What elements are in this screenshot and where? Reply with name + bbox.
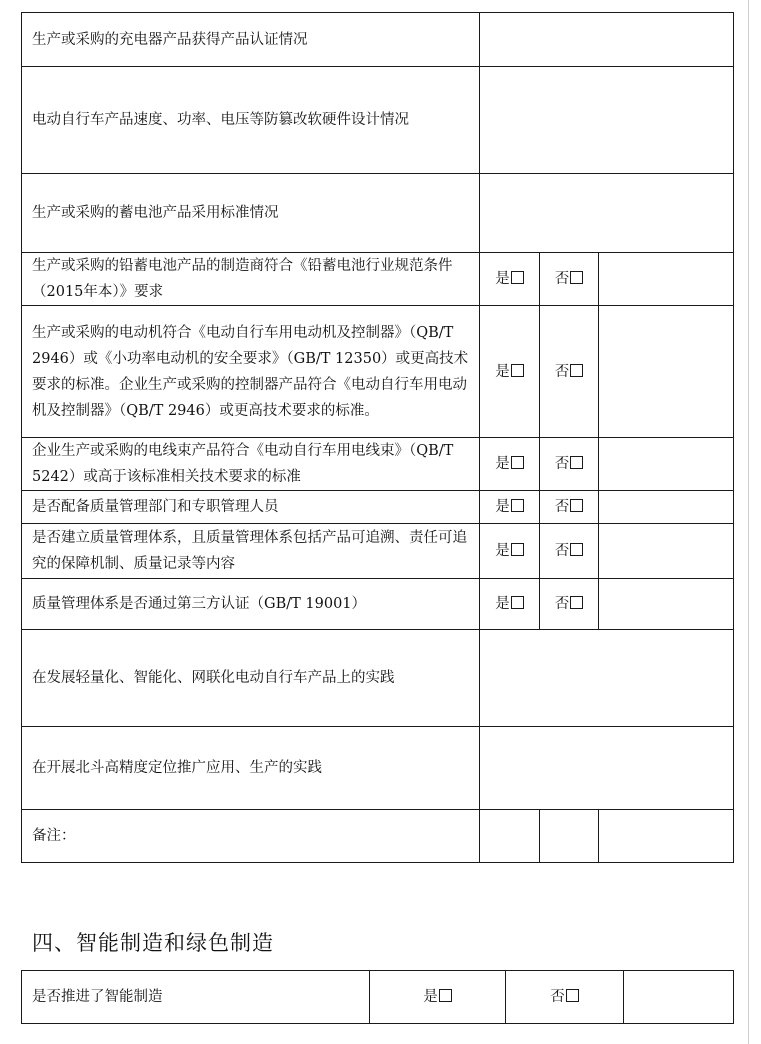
row-label: 生产或采购的铅蓄电池产品的制造商符合《铅蓄电池行业规范条件（2015年本）》要求: [22, 253, 480, 306]
remark-cell[interactable]: [599, 491, 734, 524]
no-option[interactable]: [540, 491, 599, 524]
no-option[interactable]: [506, 971, 624, 1024]
remark-cell[interactable]: [599, 438, 734, 491]
table-row: [22, 174, 734, 253]
yes-label: 是: [495, 499, 510, 515]
yes-option[interactable]: [480, 524, 540, 579]
yes-checkbox[interactable]: [511, 596, 524, 609]
yes-checkbox[interactable]: [511, 499, 524, 512]
row-label: 生产或采购的电动机符合《电动自行车用电动机及控制器》（QB/T 2946）或《小功率电动机的安全要求》（GB/T 12350）或更高技术要求的标准。企业生产或采购的控制器产品符合《电动自行车用电动机及控制器》（QB/T 2946）或更高技术要求的标准。: [22, 306, 480, 438]
no-option[interactable]: [540, 306, 599, 438]
table-row: [22, 491, 734, 524]
row-label: 是否配备质量管理部门和专职管理人员: [22, 491, 480, 524]
no-label: 否: [554, 456, 570, 472]
no-label: 否: [554, 543, 570, 559]
row-label: 是否推进了智能制造: [22, 971, 370, 1024]
no-label: 否: [550, 989, 565, 1005]
yes-checkbox[interactable]: [511, 543, 524, 556]
yes-checkbox[interactable]: [511, 456, 524, 469]
no-checkbox[interactable]: [570, 456, 583, 469]
table-row: [22, 306, 734, 438]
table-row: [22, 579, 734, 630]
yes-option[interactable]: [480, 306, 540, 438]
row-label: 在发展轻量化、智能化、网联化电动自行车产品上的实践: [22, 630, 480, 727]
remark-cell[interactable]: [599, 579, 734, 630]
answer-cell[interactable]: [480, 67, 734, 174]
no-option[interactable]: [540, 524, 599, 579]
yes-checkbox[interactable]: [511, 271, 524, 284]
row-label: 生产或采购的充电器产品获得产品认证情况: [22, 13, 480, 67]
smart-manufacturing-table: [21, 970, 734, 1024]
answer-cell[interactable]: [480, 13, 734, 67]
answer-cell[interactable]: [480, 630, 734, 727]
yes-label: 是: [495, 543, 510, 559]
row-label: 质量管理体系是否通过第三方认证（GB/T 19001）: [22, 579, 480, 630]
table-row: [22, 13, 734, 67]
no-checkbox[interactable]: [570, 499, 583, 512]
no-checkbox[interactable]: [570, 271, 583, 284]
yes-option[interactable]: [480, 253, 540, 306]
remark-cell[interactable]: [599, 306, 734, 438]
row-label: 是否建立质量管理体系，且质量管理体系包括产品可追溯、责任可追究的保障机制、质量记录等内容: [22, 524, 480, 579]
remark-cell[interactable]: [599, 524, 734, 579]
no-checkbox[interactable]: [570, 543, 583, 556]
yes-label: 是: [495, 456, 510, 472]
remark-cell[interactable]: [624, 971, 734, 1024]
answer-cell[interactable]: [480, 174, 734, 253]
yes-option[interactable]: [480, 491, 540, 524]
no-option[interactable]: [540, 438, 599, 491]
yes-checkbox[interactable]: [511, 364, 524, 377]
table-row: [22, 438, 734, 491]
no-label: 否: [554, 499, 570, 515]
no-label: 否: [554, 271, 570, 287]
row-label: 在开展北斗高精度定位推广应用、生产的实践: [22, 727, 480, 810]
notes-cell[interactable]: [540, 810, 599, 863]
no-label: 否: [554, 363, 570, 380]
answer-cell[interactable]: [480, 727, 734, 810]
table-row: [22, 971, 734, 1024]
no-checkbox[interactable]: [570, 596, 583, 609]
yes-option[interactable]: [370, 971, 506, 1024]
row-label: 企业生产或采购的电线束产品符合《电动自行车用电线束》（QB/T 5242）或高于该标准相关技术要求的标准: [22, 438, 480, 491]
no-option[interactable]: [540, 579, 599, 630]
page-right-edge: [748, 0, 749, 1044]
no-checkbox[interactable]: [566, 989, 579, 1002]
table-row: [22, 67, 734, 174]
remark-cell[interactable]: [599, 253, 734, 306]
notes-label: 备注：: [22, 810, 480, 863]
yes-label: 是: [495, 271, 510, 287]
section-heading: 四、智能制造和绿色制造: [32, 931, 274, 955]
table-row: [22, 253, 734, 306]
yes-checkbox[interactable]: [439, 989, 452, 1002]
table-row: [22, 524, 734, 579]
row-label: 生产或采购的蓄电池产品采用标准情况: [22, 174, 480, 253]
product-quality-table: [21, 12, 734, 863]
no-checkbox[interactable]: [570, 364, 583, 377]
yes-label: 是: [423, 989, 438, 1005]
table-row: [22, 727, 734, 810]
yes-label: 是: [495, 596, 510, 612]
table-row: [22, 810, 734, 863]
yes-label: 是: [495, 363, 510, 380]
no-label: 否: [554, 596, 570, 612]
table-row: [22, 630, 734, 727]
notes-cell[interactable]: [599, 810, 734, 863]
yes-option[interactable]: [480, 579, 540, 630]
row-label: 电动自行车产品速度、功率、电压等防篡改软硬件设计情况: [22, 67, 480, 174]
notes-cell[interactable]: [480, 810, 540, 863]
no-option[interactable]: [540, 253, 599, 306]
yes-option[interactable]: [480, 438, 540, 491]
